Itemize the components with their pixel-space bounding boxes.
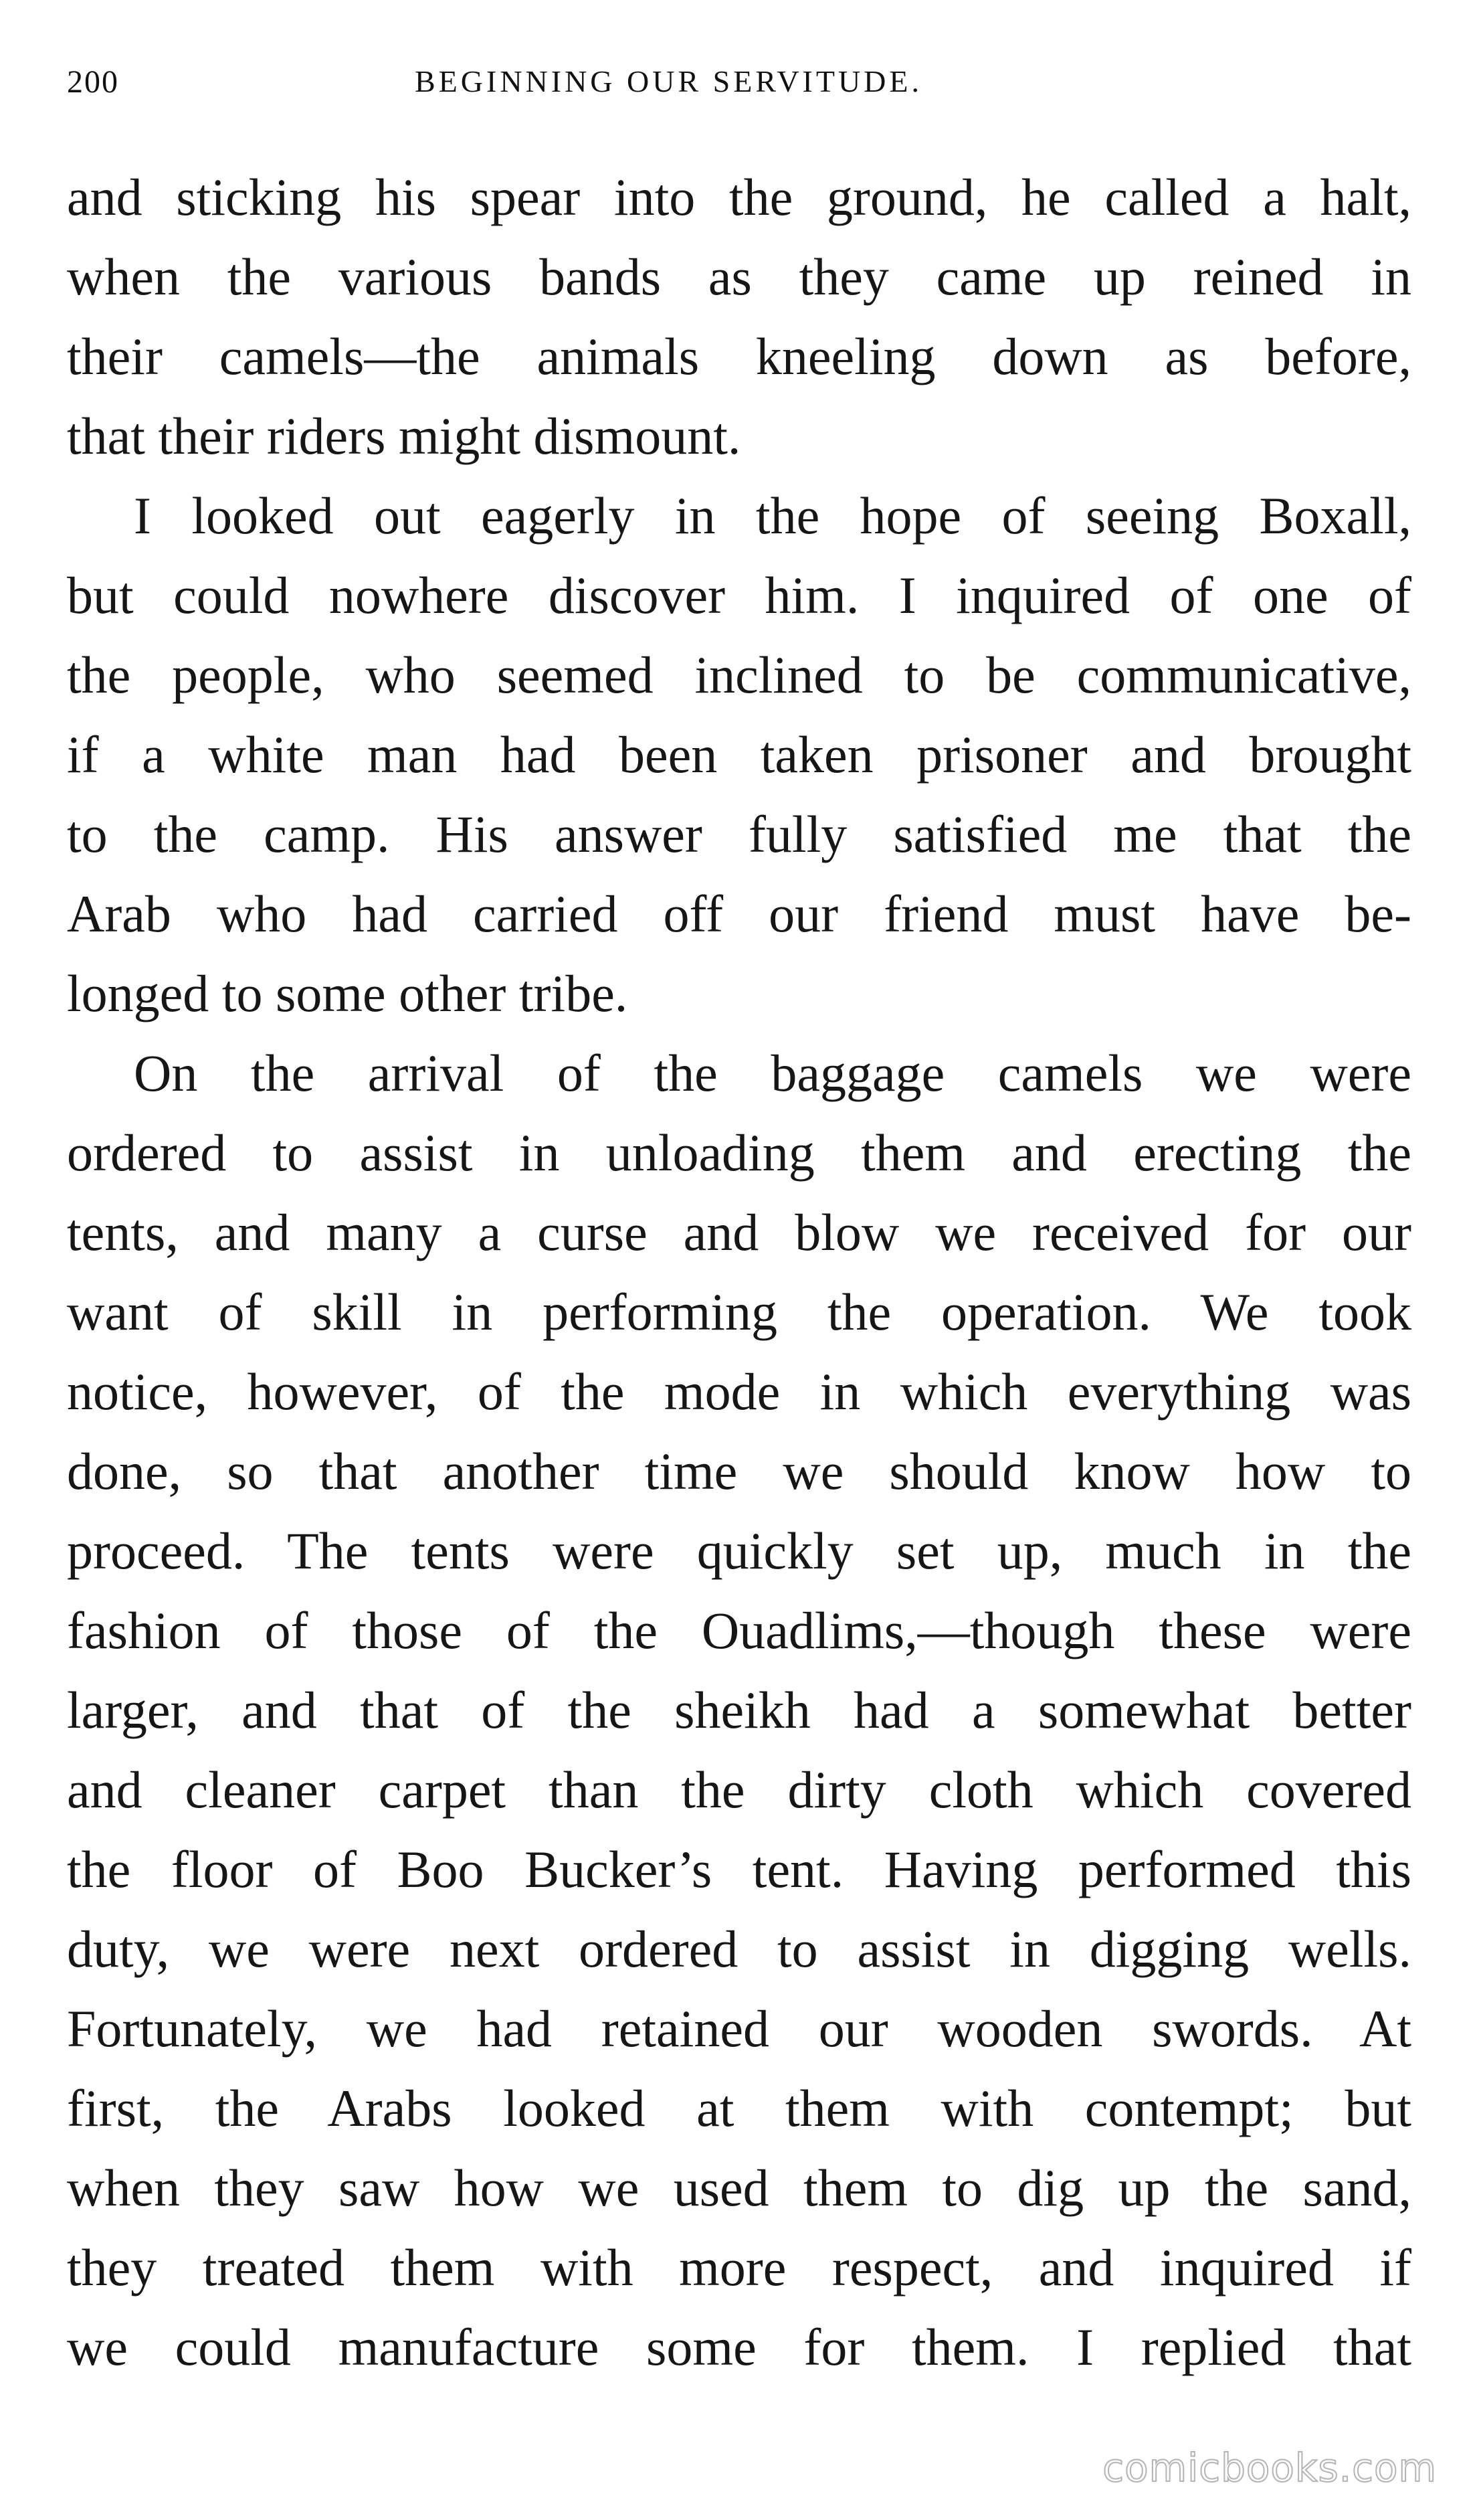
text-line: proceed. The tents were quickly set up, much in the [67,1522,1411,1580]
paragraph-2 [67,482,1411,1040]
text-line: we could manufacture some for them. I replied that [67,2318,1411,2376]
text-line: the floor of Boo Bucker’s tent. Having performed this [67,1840,1411,1898]
body-text [67,164,1411,2394]
text-line: notice, however, of the mode in which everything was [67,1362,1411,1421]
text-line: to the camp. His answer fully satisfied me that the [67,805,1411,863]
text-line: fashion of those of the Ouadlims,—though these were [67,1601,1411,1659]
text-line: when they saw how we used them to dig up the sand, [67,2159,1411,2217]
text-line: the people, who seemed inclined to be communicative, [67,646,1411,704]
page-number: 200 [67,64,119,100]
text-line: I looked out eagerly in the hope of seeing Boxall, [134,486,1411,545]
text-line: if a white man had been taken prisoner and brought [67,725,1411,784]
text-line: when the various bands as they came up reined in [67,248,1411,306]
text-line: longed to some other tribe. [67,964,628,1022]
text-line: larger, and that of the sheikh had a somewhat better [67,1681,1411,1739]
text-line: their camels—the animals kneeling down as before, [67,327,1411,385]
watermark: comicbooks.com [1102,2445,1437,2491]
text-line: Arab who had carried off our friend must have be- [67,885,1411,943]
paragraph-3 [67,1040,1411,2394]
text-line: duty, we were next ordered to assist in digging wells. [67,1920,1411,1978]
running-head [67,64,1411,117]
text-line: On the arrival of the baggage camels we were [134,1044,1411,1102]
text-line: tents, and many a curse and blow we received for our [67,1203,1411,1261]
text-line: but could nowhere discover him. I inquired of one of [67,566,1411,624]
text-line: want of skill in performing the operation. We took [67,1283,1411,1341]
text-line: and cleaner carpet than the dirty cloth which covered [67,1761,1411,1819]
running-title: BEGINNING OUR SERVITUDE. [415,64,922,98]
text-line: Fortunately, we had retained our wooden swords. At [67,1999,1411,2058]
text-line: ordered to assist in unloading them and erecting the [67,1123,1411,1182]
text-line: first, the Arabs looked at them with contempt; but [67,2079,1411,2137]
text-line: they treated them with more respect, and inquired if [67,2238,1411,2297]
text-line: and sticking his spear into the ground, he called a halt, [67,168,1411,226]
text-line: done, so that another time we should know how to [67,1442,1411,1500]
paragraph-1 [67,164,1411,482]
text-line: that their riders might dismount. [67,407,741,465]
